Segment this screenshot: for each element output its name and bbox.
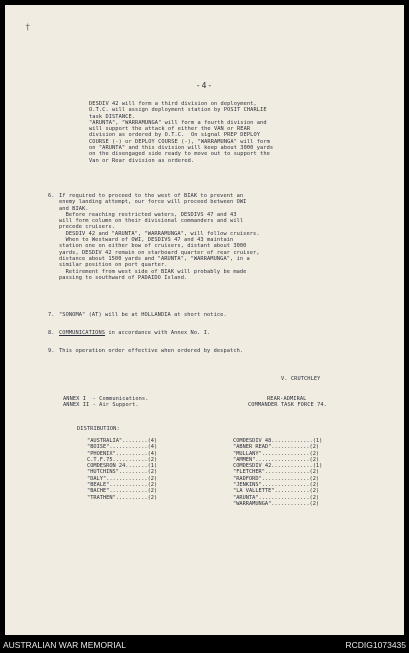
list-item: "LA VALLETTE"...........(2) <box>233 488 320 495</box>
list-item: "WARRAMUNGA"............(2) <box>233 500 320 507</box>
text-line: on "ARUNTA" and this division will keep about 3000 yards <box>89 145 274 152</box>
list-item: "RADFORD"...............(2) <box>233 475 320 482</box>
paragraph-8-text: in accordance with Annex No. I. <box>105 330 211 336</box>
text-line: yards, DESDIV 42 remain on starboard quarter of rear cruiser, <box>59 249 260 256</box>
text-line: task DISTANCE. <box>89 113 136 120</box>
list-item: "TRATHEN"..........(2) <box>87 494 158 501</box>
list-item: COMDESDIV 48.............(1) <box>233 438 323 444</box>
annex-1: ANNEX I - Communications. <box>63 396 149 402</box>
text-line: division as ordered by O.T.C. On signal PREP DEPLOY <box>89 132 261 139</box>
annex-2: ANNEX II - Air Support. <box>63 402 139 408</box>
list-item: COMDESRON 24.......(1) <box>87 463 158 470</box>
text-line: and BIAK. <box>59 205 89 212</box>
list-item: "AMMEN".................(2) <box>233 456 320 463</box>
list-item: "AUSTRALIA"........(4) <box>87 438 158 444</box>
text-line: similar position on port quarter. <box>59 262 168 269</box>
paragraph-6 <box>59 193 260 281</box>
text-line: Retirement from west side of BIAK will probably be made <box>59 268 247 275</box>
list-item: "MULLANY"...............(2) <box>233 450 320 457</box>
text-line: precede cruisers. <box>59 224 115 231</box>
list-item: "BOISE"............(4) <box>87 444 158 451</box>
text-line: distance about 1500 yards and "ARUNTA", "WARRAMUNGA", in a <box>59 255 250 262</box>
communications-heading: COMMUNICATIONS <box>59 330 106 336</box>
command-title: COMMANDER TASK FORCE 74. <box>248 402 327 408</box>
text-line: will support the attack of either the VAN or REAR <box>89 126 251 133</box>
distribution-list-right <box>233 438 322 507</box>
list-item: "PHOENIX"..........(4) <box>87 450 158 457</box>
document-page <box>5 5 404 635</box>
text-line: "ARUNTA", "WARRAMUNGA" will form a fourth division and <box>89 119 267 126</box>
list-item: C.T.F.75...........(2) <box>87 456 158 463</box>
list-item: "BACHE"............(2) <box>87 488 158 495</box>
text-line: Before reaching restricted waters, DESDIVS 47 and 43 <box>59 211 237 218</box>
paragraph-9: This operation order effective when ordered by despatch. <box>59 348 244 354</box>
rank-title: REAR-ADMIRAL <box>267 396 307 402</box>
list-item: "ABNER READ"............(2) <box>233 444 320 451</box>
text-line: COURSE (-) or DEPLOY COURSE (-), "WARRAMUNGA" will form <box>89 138 270 145</box>
list-item: "FLETCHER"..............(2) <box>233 469 320 476</box>
text-line: on the disengaged side ready to move out to support the <box>89 151 270 158</box>
signature: V. CRUTCHLEY <box>281 376 321 382</box>
distribution-list-left <box>87 438 157 501</box>
text-line: enemy landing attempt, our force will proceed between OWI <box>59 199 247 206</box>
paragraph-6-number: 6. <box>48 193 55 199</box>
list-item: COMDESDIV 42.............(1) <box>233 463 323 470</box>
page-number: -4- <box>195 81 214 90</box>
list-item: "JENKINS"...............(2) <box>233 482 320 489</box>
list-item: "BEALE"............(2) <box>87 482 158 489</box>
list-item: "ARUNTA"................(2) <box>233 494 320 501</box>
archive-name: AUSTRALIAN WAR MEMORIAL <box>3 640 126 650</box>
text-line: DESDIV 42 and "ARUNTA", "WARRAMUNGA", will follow cruisers. <box>59 230 260 237</box>
archive-footer <box>0 638 409 653</box>
text-line: DESDIV 42 will form a third division on deployment, <box>89 101 257 107</box>
text-line: O.T.C. will assign deployment station by POSIT CHARLIE <box>89 107 267 114</box>
text-line: passing to southward of PADAIDO Island. <box>59 274 188 281</box>
text-line: will form column on their divisional commanders and will <box>59 218 244 225</box>
text-line: Van or Rear division as ordered. <box>89 157 195 164</box>
paragraph-7: "SONOMA" (AT) will be at HOLLANDIA at short notice. <box>59 312 227 318</box>
distribution-heading: DISTRIBUTION: <box>77 426 120 432</box>
paragraph-8 <box>59 330 210 336</box>
corner-mark: † <box>25 23 31 33</box>
text-line: If required to proceed to the west of BIAK to prevent an <box>59 193 244 199</box>
paragraph-7-number: 7. <box>48 312 55 318</box>
paragraph-9-number: 9. <box>48 348 55 354</box>
paragraph-5-continued <box>89 101 273 164</box>
paragraph-8-number: 8. <box>48 330 55 336</box>
text-line: When to Westward of OWI, DESDIVS 47 and 43 maintain <box>59 237 234 244</box>
list-item: "HUTCHINS".........(2) <box>87 469 158 476</box>
text-line: station one on either bow of cruisers, distant about 3000 <box>59 243 247 250</box>
record-id: RCDIG1073435 <box>345 640 406 650</box>
list-item: "DALY".............(2) <box>87 475 158 482</box>
